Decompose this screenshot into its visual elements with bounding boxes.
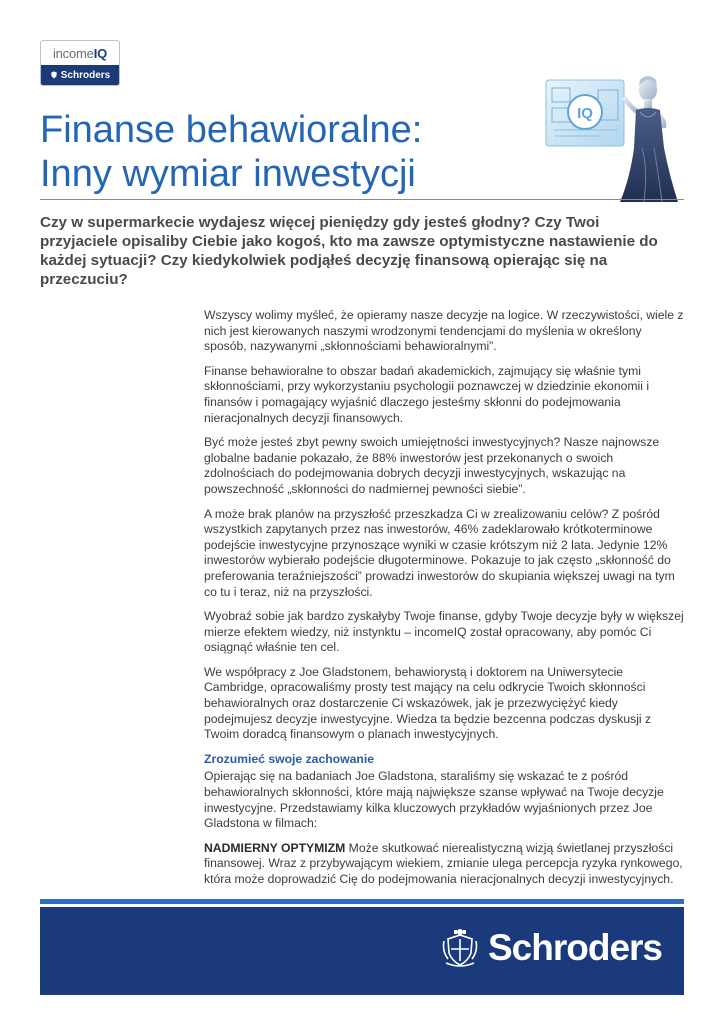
svg-text:IQ: IQ [577, 105, 593, 122]
page-title [40, 108, 422, 196]
schroders-crest-icon [440, 927, 480, 969]
woman-holding-iq-panel-illustration [540, 68, 684, 202]
section-paragraph: Opierając się na badaniach Joe Gladstona, staraliśmy się wskazać te z pośród behawioralnych skłonności, które mają największe szanse wpływać na Twoje decyzje inwestycyjne. Przedstawiamy kilka kluczowych przykładów wyjaśnionych przez Joe Gladstona w filmach: [204, 769, 664, 831]
section-heading: Zrozumieć swoje zachowanie [204, 751, 374, 766]
bias-term: NADMIERNY OPTYMIZM [204, 840, 346, 855]
logo-product-name [41, 41, 119, 65]
body-paragraph: Finanse behawioralne to obszar badań akademickich, zajmujący się właśnie tymi skłonnościami, przy wykorzystaniu psychologii poznawczej w dziedzinie ekonomii i finansów i pomagający wyjaśnić dlaczego jesteśmy skłonni do podejmowania nieracjonalnych decyzji finansowych. [204, 363, 650, 425]
incomeiq-logo [40, 40, 120, 86]
logo-product-prefix: income [52, 45, 94, 61]
title-line-2: Inny wymiar inwestycji [40, 153, 416, 195]
footer-band [40, 907, 684, 995]
body-paragraph: Wyobraź sobie jak bardzo zyskałyby Twoje finanse, gdyby Twoje decyzje były w większej mierze efektem wiedzy, niż instynktu – incomeIQ został opracowany, aby pomóc Ci osiągnąć właśnie ten cel. [204, 609, 684, 655]
footer-brand [440, 927, 662, 969]
bias-text: Może skutkować nierealistyczną wizją świetlanej przyszłości finansowej. Wraz z przybywającym wiekiem, zmianie ulega percepcja ryzyka rynkowego, która może doprowadzić Cię do podejmowania nieracjonalnych decyzji inwestycyjnych. [204, 840, 683, 886]
footer-stripe [40, 899, 684, 904]
intro-lead: Czy w supermarkecie wydajesz więcej pieniędzy gdy jesteś głodny? Czy Twoi przyjaciele opisaliby Ciebie jako kogoś, kto ma zawsze optymistyczne nastawienie do każdej sytuacji? Czy kiedykolwiek podjąłeś decyzję finansową opierając się na przeczuciu? [40, 214, 658, 288]
body-paragraph: We współpracy z Joe Gladstonem, behawiorystą i doktorem na Uniwersytecie Cambridge, opracowaliśmy prosty test mający na celu odkrycie Twoich skłonności behawioralnych oraz dostarczenie Ci wskazówek, jak je przezwyciężyć kiedy podejmujesz decyzje inwestycyjne. Wiedza ta będzie bezcenna podczas dyskusji z Twoim doradcą finansowym o planach inwestycyjnych. [204, 664, 652, 742]
schroders-crest-icon [50, 71, 58, 79]
logo-brand-bar [41, 65, 119, 85]
body-paragraph: A może brak planów na przyszłość przeszkadza Ci w zrealizowaniu celów? Z pośród wszystkich zapytanych przez nas inwestorów, 46% zadeklarowało krótkoterminowe podejście inwestycyjne przynoszące wyniki w czasie krótszym niż 2 lata. Jedynie 12% inwestorów wybierało podejście długoterminowe. Pokazuje to jak często „skłonność do preferowania teraźniejszości” prowadzi inwestorów do skupiania większej uwagi na tym co tu i teraz, niż na przyszłości. [204, 506, 675, 599]
footer-brand-name: Schroders [487, 927, 662, 968]
bias-paragraph [204, 841, 686, 888]
logo-product-suffix: IQ [93, 45, 108, 61]
body-paragraph: Być może jesteś zbyt pewny swoich umiejętności inwestycyjnych? Nasze najnowsze globalne badanie pokazało, że 88% inwestorów jest przekonanych o swoich zdolnościach do podejmowania dobrych decyzji inwestycyjnych, wskazując na powszechność „skłonności do nadmiernej pewności siebie”. [204, 435, 660, 496]
header-divider [40, 199, 684, 200]
logo-brand-name: Schroders [60, 69, 111, 81]
body-paragraph: Wszyscy wolimy myśleć, że opieramy nasze decyzje na logice. W rzeczywistości, wiele z nich jest kierowanych naszymi wrodzonymi tendencjami do myślenia w określony sposób, nazywanymi „skłonnościami behawioralnymi”. [204, 308, 684, 354]
title-line-1: Finanse behawioralne: [40, 109, 423, 151]
body-column [204, 308, 686, 897]
